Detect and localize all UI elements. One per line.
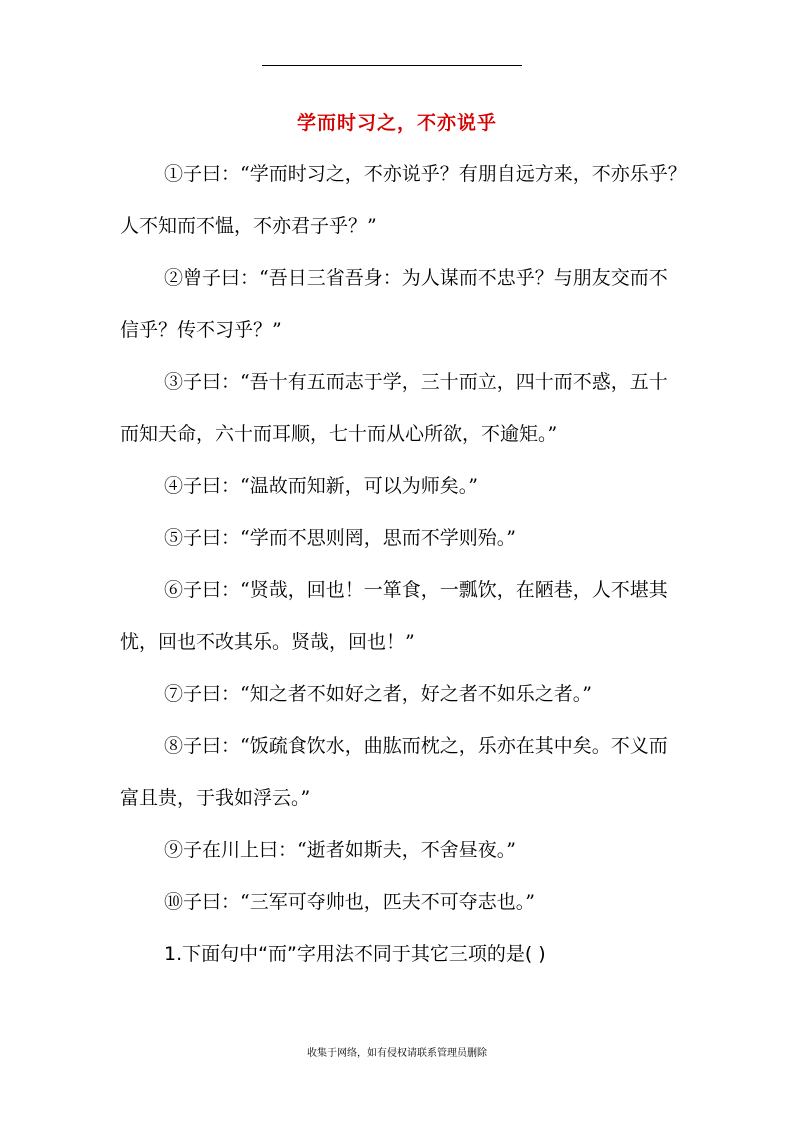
header-rule xyxy=(262,65,522,66)
passage-3-line-2: 而知天命，六十而耳顺，七十而从心所欲，不逾矩。” xyxy=(120,423,558,445)
passage-2-line-1: ②曾子曰：“吾日三省吾身：为人谋而不忠乎？与朋友交而不 xyxy=(164,267,668,289)
passage-6-line-1: ⑥子曰：“贤哉，回也！一箪食，一瓢饮，在陋巷，人不堪其 xyxy=(164,579,668,601)
page-title: 学而时习之，不亦说乎 xyxy=(296,112,497,134)
passage-5-line-1: ⑤子曰：“学而不思则罔，思而不学则殆。” xyxy=(164,527,516,549)
passage-3-line-1: ③子曰：“吾十有五而志于学，三十而立，四十而不惑，五十 xyxy=(164,371,668,393)
question-1: 1.下面句中“而”字用法不同于其它三项的是( ) xyxy=(164,943,546,965)
passage-6-line-2: 忧，回也不改其乐。贤哉，回也！” xyxy=(120,631,415,653)
passage-10-line-1: ⑩子曰：“三军可夺帅也，匹夫不可夺志也。” xyxy=(164,891,535,913)
passage-4-line-1: ④子曰：“温故而知新，可以为师矣。” xyxy=(164,475,478,497)
passage-1-line-2: 人不知而不愠，不亦君子乎？” xyxy=(120,215,377,237)
passage-8-line-2: 富且贵，于我如浮云。” xyxy=(120,787,311,809)
passage-8-line-1: ⑧子曰：“饭疏食饮水，曲肱而枕之，乐亦在其中矣。不义而 xyxy=(164,735,668,757)
passage-7-line-1: ⑦子曰：“知之者不如好之者，好之者不如乐之者。” xyxy=(164,683,592,705)
passage-9-line-1: ⑨子在川上曰：“逝者如斯夫，不舍昼夜。” xyxy=(164,839,516,861)
footer-note: 收集于网络，如有侵权请联系管理员删除 xyxy=(307,1048,487,1059)
passage-1-line-1: ①子曰：“学而时习之，不亦说乎？有朋自远方来，不亦乐乎？ xyxy=(164,163,687,185)
passage-2-line-2: 信乎？传不习乎？” xyxy=(120,319,282,341)
